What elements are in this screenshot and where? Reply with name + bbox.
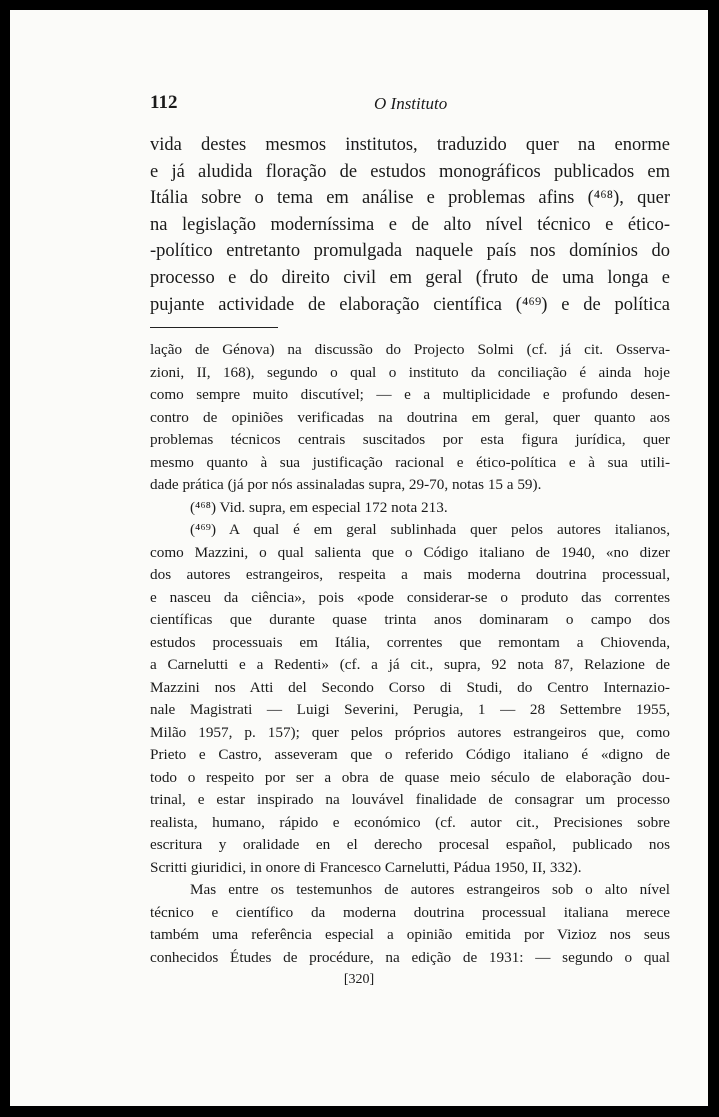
main-text <box>150 132 670 318</box>
footnote-line: técnico e científico da moderna doutrina processual italiana merece <box>150 903 670 921</box>
footnote-line: Milão 1957, p. 157); quer pelos próprios autores estrangeiros que, como <box>150 723 670 741</box>
footnote-line: zioni, II, 168), segundo o qual o instituto da conciliação é ainda hoje <box>150 363 670 381</box>
page-marker: [320] <box>343 972 375 987</box>
footnote-line: realista, humano, rápido e económico (cf. autor cit., Precisiones sobre <box>150 813 670 831</box>
footnotes <box>150 339 670 969</box>
footnote-line: estudos processuais em Itália, correntes que remontam a Chiovenda, <box>150 633 670 651</box>
footnote-line: escritura y oralidade en el derecho procesal español, publicado nos <box>150 836 670 853</box>
text-line: na legislação moderníssima e de alto nível técnico e ético- <box>150 214 670 235</box>
footnote-line: problemas técnicos centrais suscitados por esta figura jurídica, quer <box>150 431 670 448</box>
footnote-line: como sempre muito discutível; — e a multiplicidade e profundo desen- <box>150 386 670 403</box>
footnote-line: dade prática (já por nós assinaladas supra, 29-70, notas 15 a 59). <box>150 476 542 493</box>
footnote-line: lação de Génova) na discussão do Projecto Solmi (cf. já cit. Osserva- <box>150 341 670 358</box>
footnote-line: como Mazzini, o qual salienta que o Código italiano de 1940, «no dizer <box>150 543 670 561</box>
footnote-line: contro de opiniões verificadas na doutrina em geral, quer quanto aos <box>150 408 670 426</box>
running-title: O Instituto <box>374 94 448 113</box>
footnote-469: (⁴⁶⁹) A qual é em geral sublinhada quer pelos autores italianos, <box>190 521 670 538</box>
text-line: pujante actividade de elaboração científica (⁴⁶⁹) e de política <box>150 294 670 315</box>
footnote-468: (⁴⁶⁸) Vid. supra, em especial 172 nota 213. <box>190 498 448 516</box>
footnote-separator <box>150 327 278 328</box>
footnote-line: a Carnelutti e a Redenti» (cf. a já cit., supra, 92 nota 87, Relazione de <box>150 656 670 673</box>
text-line: -político entretanto promulgada naquele país nos domínios do <box>150 241 670 262</box>
footnote-line: e nasceu da ciência», pois «pode considerar-se o produto das correntes <box>150 588 670 606</box>
footnote-line: Prieto e Castro, asseveram que o referido Código italiano é «digno de <box>150 746 670 763</box>
footnote-line: trinal, e estar inspirado na louvável finalidade de consagrar um processo <box>150 791 670 808</box>
page-number: 112 <box>150 92 178 113</box>
footnote-line: conhecidos Études de procédure, na edição de 1931: — segundo o qual <box>150 948 670 966</box>
footnote-line: Mas entre os testemunhos de autores estrangeiros sob o alto nível <box>190 881 670 898</box>
footnote-line: nale Magistrati — Luigi Severini, Perugia, 1 — 28 Settembre 1955, <box>150 701 670 718</box>
page <box>10 10 708 1106</box>
running-header <box>150 92 670 116</box>
text-line: processo e do direito civil em geral (fruto de uma longa e <box>150 267 670 288</box>
text-line: e já aludida floração de estudos monográficos publicados em <box>150 161 670 182</box>
footnote-line: científicas que durante quase trinta anos dominaram o campo dos <box>150 611 670 628</box>
footnote-line: Mazzini nos Atti del Secondo Corso di Studi, do Centro Internazio- <box>150 678 670 696</box>
footnote-line: todo o respeito por ser a obra de quase meio século de elaboração dou- <box>150 768 670 786</box>
text-line: vida destes mesmos institutos, traduzido quer na enorme <box>150 135 670 155</box>
footnote-line: Scritti giuridici, in onore di Francesco Carnelutti, Pádua 1950, II, 332). <box>150 858 582 876</box>
text-line: Itália sobre o tema em análise e problemas afins (⁴⁶⁸), quer <box>150 188 670 209</box>
footnote-line: dos autores estrangeiros, respeita a mais moderna doutrina processual, <box>150 566 670 583</box>
footnote-line: mesmo quanto à sua justificação racional e ético-política e à sua utili- <box>150 453 670 471</box>
footnote-line: também uma referência especial a opinião emitida por Vizioz nos seus <box>150 926 670 943</box>
